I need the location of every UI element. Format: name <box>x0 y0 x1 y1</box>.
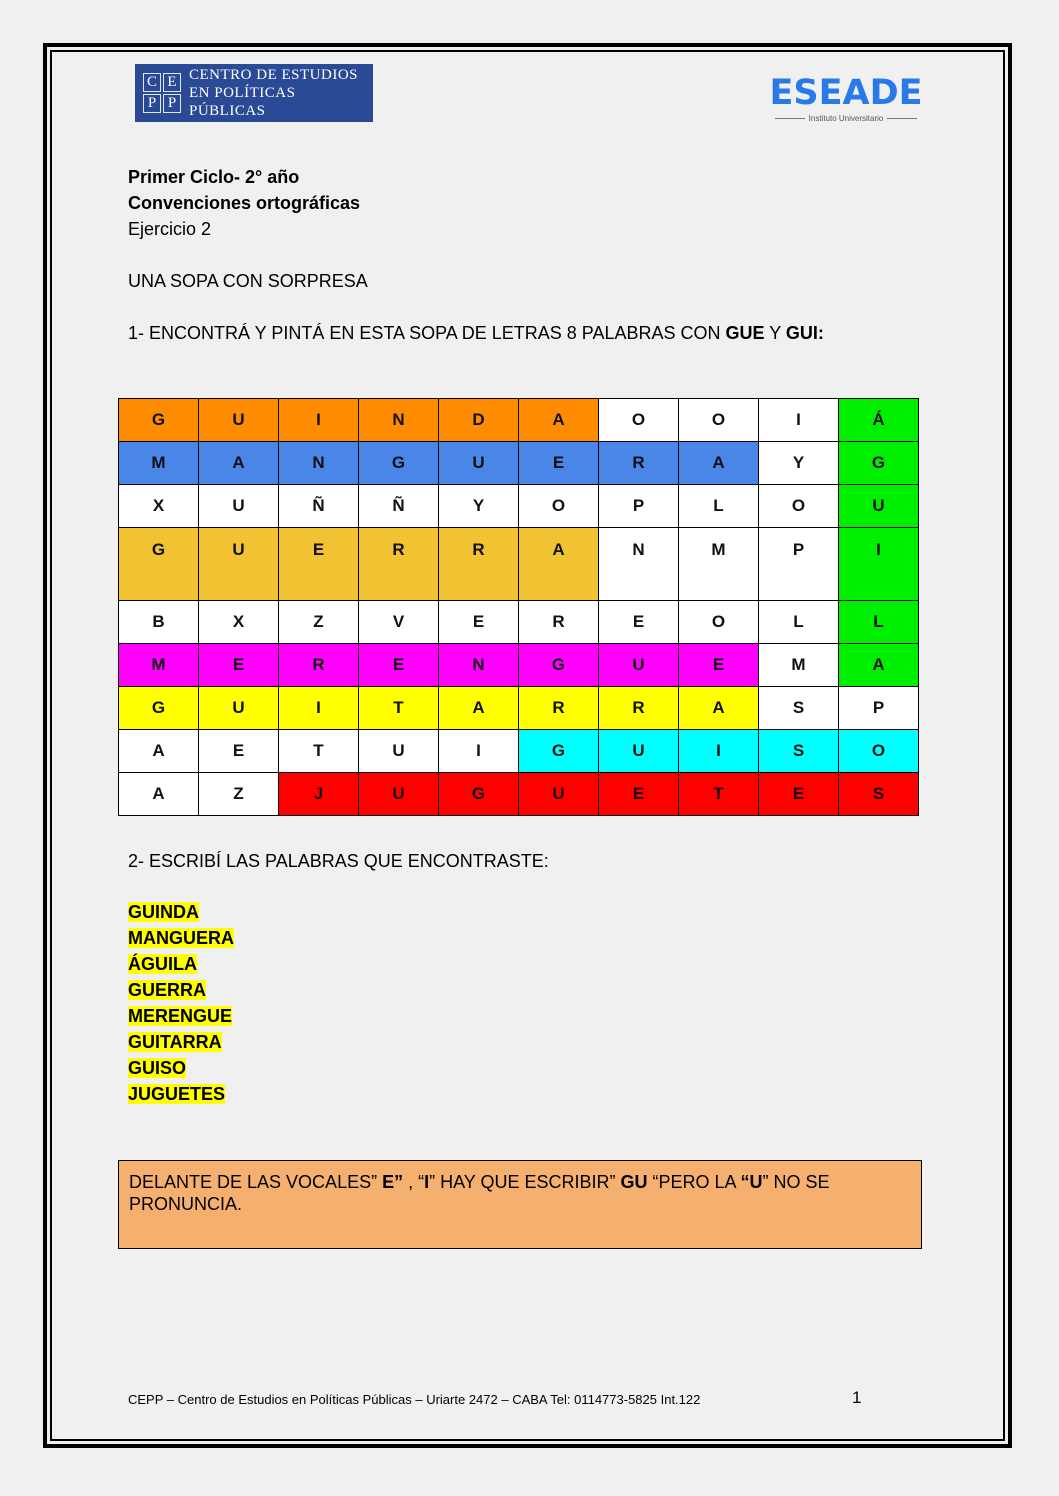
grid-cell: E <box>199 730 279 773</box>
grid-cell: L <box>839 601 919 644</box>
grid-cell: E <box>679 644 759 687</box>
grid-cell: L <box>759 601 839 644</box>
topic-heading: Convenciones ortográficas <box>128 193 361 213</box>
grid-cell: E <box>759 773 839 816</box>
grid-cell: E <box>359 644 439 687</box>
grid-cell: O <box>599 399 679 442</box>
grid-cell: I <box>439 730 519 773</box>
grid-cell: U <box>359 730 439 773</box>
grid-cell: X <box>119 485 199 528</box>
rule-text: “PERO LA <box>647 1172 741 1192</box>
exercise-label: Ejercicio 2 <box>128 219 212 239</box>
grid-cell: G <box>359 442 439 485</box>
grid-cell: U <box>199 399 279 442</box>
grid-cell: U <box>599 730 679 773</box>
eseade-logo-name: ESEADE <box>769 73 923 113</box>
rule-text: , “ <box>403 1172 425 1192</box>
grid-cell: U <box>199 485 279 528</box>
eseade-logo <box>766 74 926 123</box>
grid-cell: J <box>279 773 359 816</box>
grid-row <box>119 773 919 816</box>
grid-cell: P <box>839 687 919 730</box>
cepp-letter: P <box>163 94 181 113</box>
grid-cell: B <box>119 601 199 644</box>
grid-cell: A <box>519 399 599 442</box>
cepp-logo <box>135 64 373 122</box>
eseade-logo-subtitle: Instituto Universitario <box>808 114 884 123</box>
grid-cell: M <box>679 528 759 601</box>
grid-cell: I <box>839 528 919 601</box>
grid-cell: Z <box>199 773 279 816</box>
grid-cell: I <box>279 687 359 730</box>
answer-item <box>128 1004 234 1030</box>
answer-word: GUERRA <box>128 980 207 1000</box>
grid-cell: R <box>359 528 439 601</box>
grid-cell: U <box>359 773 439 816</box>
grid-cell: R <box>279 644 359 687</box>
grid-cell: O <box>519 485 599 528</box>
grid-cell: R <box>599 442 679 485</box>
answer-word: GUISO <box>128 1058 187 1078</box>
grid-cell: Y <box>439 485 519 528</box>
grid-row <box>119 687 919 730</box>
grid-cell: G <box>119 528 199 601</box>
grid-cell: A <box>199 442 279 485</box>
answer-word: GUITARRA <box>128 1032 222 1052</box>
grid-cell: R <box>519 601 599 644</box>
cepp-letter: C <box>143 73 161 92</box>
grid-cell: G <box>519 730 599 773</box>
activity-title: UNA SOPA CON SORPRESA <box>128 271 368 291</box>
grid-cell: E <box>519 442 599 485</box>
grid-row <box>119 730 919 773</box>
answer-list <box>128 900 234 1108</box>
answer-item <box>128 900 234 926</box>
answer-item <box>128 1082 234 1108</box>
answer-item <box>128 926 234 952</box>
grid-cell: M <box>759 644 839 687</box>
grid-row <box>119 442 919 485</box>
grid-cell: D <box>439 399 519 442</box>
grid-cell: U <box>839 485 919 528</box>
grid-cell: T <box>679 773 759 816</box>
instruction-1 <box>128 323 824 344</box>
grid-cell: X <box>199 601 279 644</box>
rule-bold: GU <box>620 1172 648 1192</box>
grid-cell: V <box>359 601 439 644</box>
answer-item <box>128 978 234 1004</box>
grid-cell: U <box>199 528 279 601</box>
rule-bold: I <box>424 1172 430 1192</box>
cepp-logo-text <box>189 66 373 120</box>
instruction-1-bold-gui: GUI: <box>785 323 824 343</box>
grid-cell: R <box>519 687 599 730</box>
grid-cell: G <box>839 442 919 485</box>
answer-item <box>128 1056 234 1082</box>
grid-cell: A <box>119 773 199 816</box>
grid-row <box>119 485 919 528</box>
grid-cell: E <box>199 644 279 687</box>
divider-line <box>775 118 805 119</box>
cepp-letter: P <box>143 94 161 113</box>
grid-cell: N <box>439 644 519 687</box>
grid-cell: S <box>839 773 919 816</box>
grid-cell: O <box>759 485 839 528</box>
grid-cell: R <box>599 687 679 730</box>
grid-cell: U <box>439 442 519 485</box>
grid-cell: T <box>279 730 359 773</box>
rule-bold: “U <box>740 1172 763 1192</box>
grid-cell: Y <box>759 442 839 485</box>
grid-row <box>119 528 919 601</box>
grid-cell: Á <box>839 399 919 442</box>
grid-cell: G <box>439 773 519 816</box>
rule-text: ” HAY QUE ESCRIBIR” <box>429 1172 621 1192</box>
grid-cell: I <box>679 730 759 773</box>
grid-row <box>119 644 919 687</box>
grid-cell: N <box>359 399 439 442</box>
answer-word: MANGUERA <box>128 928 234 948</box>
grid-cell: R <box>439 528 519 601</box>
grid-cell: P <box>599 485 679 528</box>
grid-row <box>119 399 919 442</box>
word-search-grid <box>118 398 919 816</box>
grid-cell: E <box>599 773 679 816</box>
grid-cell: M <box>119 644 199 687</box>
grid-cell: G <box>119 399 199 442</box>
cepp-letter: E <box>163 73 181 92</box>
eseade-logo-subtitle-row <box>766 114 926 123</box>
grid-cell: T <box>359 687 439 730</box>
divider-line <box>887 118 917 119</box>
grid-cell: N <box>599 528 679 601</box>
cepp-monogram <box>143 73 181 113</box>
instruction-2: 2- ESCRIBÍ LAS PALABRAS QUE ENCONTRASTE: <box>128 851 549 871</box>
grid-cell: A <box>679 687 759 730</box>
spelling-rule-box <box>118 1160 922 1249</box>
grid-cell: A <box>439 687 519 730</box>
answer-word: JUGUETES <box>128 1084 226 1104</box>
answer-word: MERENGUE <box>128 1006 233 1026</box>
answer-word: GUINDA <box>128 902 199 922</box>
grid-cell: O <box>679 399 759 442</box>
grid-cell: A <box>839 644 919 687</box>
grid-cell: E <box>599 601 679 644</box>
grid-cell: A <box>119 730 199 773</box>
grid-cell: N <box>279 442 359 485</box>
answer-word: ÁGUILA <box>128 954 197 974</box>
grid-cell: Ñ <box>359 485 439 528</box>
grid-cell: L <box>679 485 759 528</box>
page-number: 1 <box>852 1388 862 1407</box>
grid-cell: I <box>279 399 359 442</box>
cycle-heading: Primer Ciclo- 2° año <box>128 167 300 187</box>
grid-cell: A <box>519 528 599 601</box>
grid-cell: O <box>839 730 919 773</box>
rule-text: ” NO SE PRONUNCIA. <box>129 1172 830 1214</box>
grid-cell: M <box>119 442 199 485</box>
footer-address: CEPP – Centro de Estudios en Políticas Públicas – Uriarte 2472 – CABA Tel: 0114773-5825 Int.122 <box>128 1392 701 1407</box>
instruction-1-bold-gue: GUE <box>725 323 765 343</box>
answer-item <box>128 1030 234 1056</box>
grid-row <box>119 601 919 644</box>
grid-cell: S <box>759 730 839 773</box>
instruction-1-text: 1- ENCONTRÁ Y PINTÁ EN ESTA SOPA DE LETRAS 8 PALABRAS CON <box>128 323 726 343</box>
grid-cell: S <box>759 687 839 730</box>
grid-cell: A <box>679 442 759 485</box>
rule-bold: E” <box>382 1172 404 1192</box>
cepp-logo-line1: CENTRO DE ESTUDIOS <box>189 67 358 83</box>
grid-cell: I <box>759 399 839 442</box>
grid-cell: Ñ <box>279 485 359 528</box>
answer-item <box>128 952 234 978</box>
grid-cell: O <box>679 601 759 644</box>
grid-cell: G <box>519 644 599 687</box>
grid-cell: E <box>439 601 519 644</box>
grid-cell: U <box>599 644 679 687</box>
grid-cell: Z <box>279 601 359 644</box>
cepp-logo-line2: EN POLÍTICAS PÚBLICAS <box>189 85 296 119</box>
grid-cell: P <box>759 528 839 601</box>
grid-cell: G <box>119 687 199 730</box>
instruction-1-connector: Y <box>764 323 786 343</box>
grid-cell: E <box>279 528 359 601</box>
grid-cell: U <box>519 773 599 816</box>
rule-text: DELANTE DE LAS VOCALES” <box>129 1172 383 1192</box>
grid-cell: U <box>199 687 279 730</box>
